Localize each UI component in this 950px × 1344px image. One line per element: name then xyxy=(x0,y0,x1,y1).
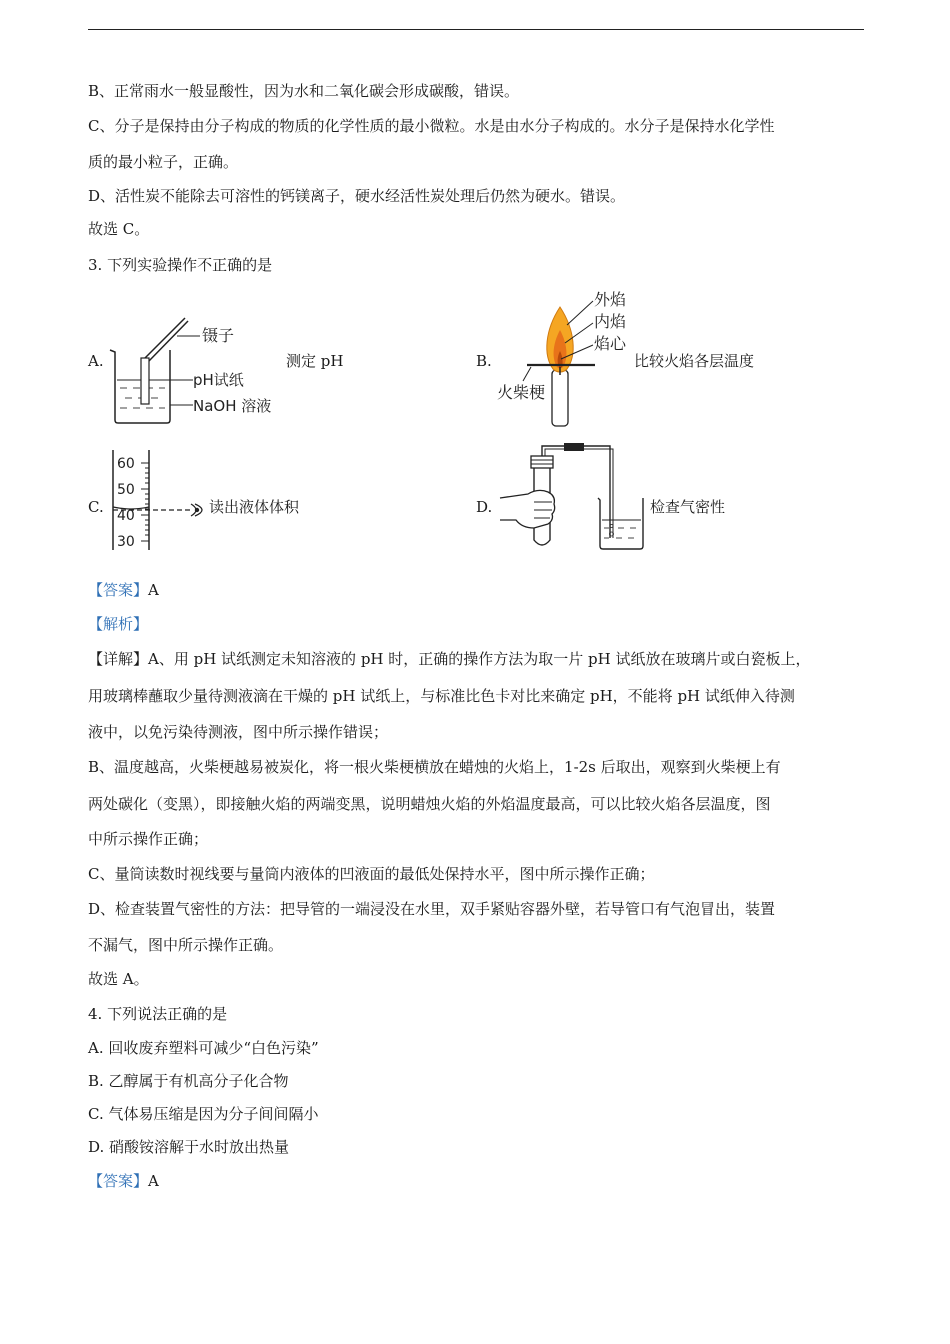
detail-line: D、检查装置气密性的方法：把导管的一端浸没在水里，双手紧贴容器外壁，若导管口有气泡冒出，装置 xyxy=(88,900,776,918)
detail-line: 液中，以免污染待测液，图中所示操作错误； xyxy=(88,723,389,741)
detail-line: B、温度越高，火柴梗越易被炭化，将一根火柴梗横放在蜡烛的火焰上，1-2s 后取出，观察到火柴梗上有 xyxy=(88,758,781,776)
option-c-caption: 读出液体体积 xyxy=(209,498,300,516)
q4-option-d: D. 硝酸铵溶解于水时放出热量 xyxy=(88,1138,290,1156)
option-d-caption: 检查气密性 xyxy=(650,498,726,516)
analysis-label: 【解析】 xyxy=(88,615,149,633)
text-line: 质的最小粒子，正确。 xyxy=(88,153,239,171)
option-a-letter: A. xyxy=(88,352,104,370)
q4-option-c: C. 气体易压缩是因为分子间间隔小 xyxy=(88,1105,319,1123)
detail-line: 故选 A。 xyxy=(88,970,149,988)
option-a-caption: 测定 pH xyxy=(286,352,344,370)
q4-option-a: A. 回收废弃塑料可减少“白色污染” xyxy=(88,1039,319,1057)
detail-line: 用玻璃棒蘸取少量待测液滴在干燥的 pH 试纸上，与标准比色卡对比来确定 pH，不能将 pH 试纸伸入待测 xyxy=(88,687,795,705)
tick-30: 30 xyxy=(117,534,135,550)
answer-value: A xyxy=(148,581,159,599)
label-outer-flame: 外焰 xyxy=(594,290,627,309)
answer-value: A xyxy=(148,1172,159,1190)
option-b-caption: 比较火焰各层温度 xyxy=(634,352,755,370)
q4-option-b: B. 乙醇属于有机高分子化合物 xyxy=(88,1072,289,1090)
detail-line: 中所示操作正确； xyxy=(88,830,209,848)
detail-line: 两处碳化（变黑），即接触火焰的两端变黑，说明蜡烛火焰的外焰温度最高，可以比较火焰各层温度，图 xyxy=(88,795,771,813)
answer-label: 【答案】 xyxy=(88,1172,149,1190)
figure-flame xyxy=(495,285,635,430)
label-inner-flame: 内焰 xyxy=(594,312,627,331)
answer-q4 xyxy=(88,1171,159,1191)
text-line: B、正常雨水一般显酸性，因为水和二氧化碳会形成碳酸，错误。 xyxy=(88,82,520,100)
label-ph-paper: pH试纸 xyxy=(193,371,244,389)
answer-q3 xyxy=(88,580,159,600)
tick-40: 40 xyxy=(117,508,135,524)
label-tweezers: 镊子 xyxy=(202,326,235,345)
question-4: 4. 下列说法正确的是 xyxy=(88,1005,228,1023)
detail-line: 不漏气，图中所示操作正确。 xyxy=(88,936,284,954)
detail-line: C、量筒读数时视线要与量筒内液体的凹液面的最低处保持水平，图中所示操作正确； xyxy=(88,865,655,883)
option-c-letter: C. xyxy=(88,498,104,516)
text-line: D、活性炭不能除去可溶性的钙镁离子，硬水经活性炭处理后仍然为硬水。错误。 xyxy=(88,187,626,205)
question-3: 3. 下列实验操作不正确的是 xyxy=(88,256,273,274)
tick-60: 60 xyxy=(117,456,135,472)
detail-line: 【详解】A、用 pH 试纸测定未知溶液的 pH 时，正确的操作方法为取一片 pH 试纸放在玻璃片或白瓷板上， xyxy=(88,650,811,668)
label-matchstick: 火柴梗 xyxy=(497,383,546,402)
answer-label: 【答案】 xyxy=(88,581,149,599)
label-flame-core: 焰心 xyxy=(594,334,627,353)
option-d-letter: D. xyxy=(476,498,493,516)
option-b-letter: B. xyxy=(476,352,492,370)
tick-50: 50 xyxy=(117,482,135,498)
text-line: C、分子是保持由分子构成的物质的化学性质的最小微粒。水是由水分子构成的。水分子是保持水化学性 xyxy=(88,117,775,135)
figure-graduated-cylinder xyxy=(105,448,215,552)
header-rule xyxy=(88,29,864,30)
text-line: 故选 C。 xyxy=(88,220,150,238)
figure-airtightness xyxy=(498,440,648,555)
figure-ph-test xyxy=(105,310,285,430)
label-naoh: NaOH 溶液 xyxy=(193,397,272,415)
